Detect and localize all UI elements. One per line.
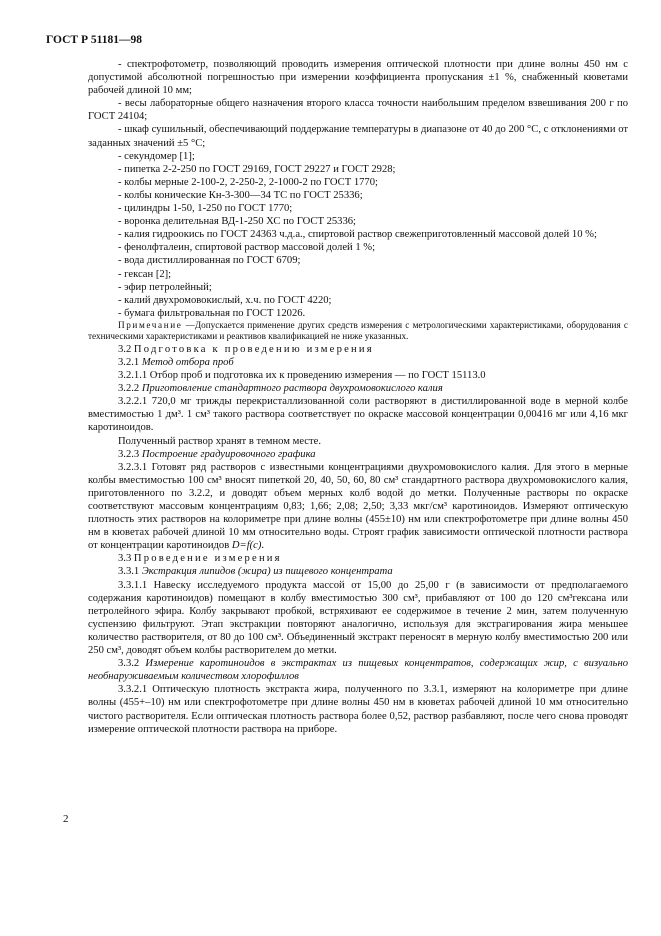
- paragraph-3-2-1-1: 3.2.1.1 Отбор проб и подготовка их к проведению измерения — по ГОСТ 15113.0: [118, 370, 486, 382]
- section-3-3-1-heading: 3.3.1 Экстракция липидов (жира) из пищевого концентрата: [118, 566, 393, 578]
- equipment-list-item: - пипетка 2-2-250 по ГОСТ 29169, ГОСТ 29227 и ГОСТ 2928;: [118, 163, 396, 175]
- section-3-3-2-heading: 3.3.2 Измерение каротиноидов в экстрактах из пищевых концентратов, содержащих жир, с визуально необнаруживаемым количеством хлорофиллов: [88, 658, 628, 683]
- equipment-list-item: - спектрофотометр, позволяющий проводить измерения оптической плотности при длине волны 450 нм с допустимой абсолютной погрешностью при измерении коэффициента пропускания ±1 %, снабженный кюветами рабочей длиной 10 мм;: [88, 59, 628, 97]
- formula: D=f(c): [231, 540, 262, 552]
- section-3-2-3-heading: 3.2.3 Построение градуировочного графика: [118, 448, 316, 460]
- page-number: 2: [63, 813, 69, 825]
- note: [88, 320, 628, 343]
- section-3-3-2-title: Измерение каротиноидов в экстрактах из пищевых концентратов, содержащих жир, с визуально необнаруживаемым количеством хлорофиллов: [88, 658, 628, 683]
- paragraph-3-2-3-1: 3.2.3.1 Готовят ряд растворов с известными концентрациями двухромовокислого калия. Для этого в мерные колбы вместимостью 100 см³ вносят пипеткой 20, 40, 50, 60, 80 см³ стандартного раствора двухромовокислого калия, приготовленного по 3.2.2, и доводят объем мерных колб водой до метки. Полученные растворы по окраске соответствуют массовым концентрациям 0,83; 1,66; 2,08; 2,50; 3,33 мкг/см³ каротиноидов. Измеряют оптическую плотность этих растворов на колориметре при длине волны (455±10) нм или спектрофотометре при длине волны 450 нм в кюветах рабочей длиной 10 мм относительно воды. Строят график зависимости оптической плотности раствора от концентрации каротиноидов D=f(c).: [88, 461, 628, 552]
- equipment-list-item: - гексан [2];: [118, 268, 172, 280]
- section-3-3-1-title: Экстракция липидов (жира) из пищевого концентрата: [141, 566, 393, 578]
- document-body: [88, 58, 628, 736]
- equipment-list-item: - калий двухромовокислый, х.ч. по ГОСТ 4220;: [118, 294, 332, 306]
- equipment-list-item: - калия гидроокись по ГОСТ 24363 ч.д.а., спиртовой раствор свежеприготовленный массовой долей 10 %;: [118, 229, 597, 241]
- paragraph-3-3-2-1: 3.3.2.1 Оптическую плотность экстракта жира, полученного по 3.3.1, измеряют на колориметре при длине волны (455+–10) нм или спектрофотометре при длине волны 450 нм в кюветах рабочей длиной 10 мм относительно чистого растворителя. Если оптическая плотность раствора более 0,52, раствор разбавляют, после чего снова проводят измерение оптической плотности раствора на приборе.: [88, 684, 628, 735]
- section-3-3-title: Проведение измерения: [133, 553, 282, 565]
- section-3-2-2-title: Приготовление стандартного раствора двухромовокислого калия: [141, 383, 443, 395]
- equipment-list-item: - фенолфталеин, спиртовой раствор массовой долей 1 %;: [118, 242, 376, 254]
- equipment-list-item: - колбы мерные 2-100-2, 2-250-2, 2-1000-2 по ГОСТ 1770;: [118, 176, 378, 188]
- paragraph-3-3-1-1: 3.3.1.1 Навеску исследуемого продукта массой от 15,00 до 25,00 г (в зависимости от предполагаемого содержания каротиноидов) помещают в колбу вместимостью 300 см³, прибавляют от 100 до 120 см³гексана или петролейного эфира. Колбу закрывают пробкой, встряхивают ее содержимое в течение 2 мин, затем полученную суспензию фильтруют. Этап экстракции повторяют аналогично, используя для экстрагирования жира меньшее количество растворителя, от 80 до 100 см³. Объединенный экстракт переносят в мерную колбу вместимостью 200 или 250 см³, доводят объем колбы растворителем до метки.: [88, 579, 628, 657]
- equipment-list-item: - воронка делительная ВД-1-250 ХС по ГОСТ 25336;: [118, 216, 357, 228]
- note-label: Примечание: [118, 319, 183, 330]
- section-3-3-heading: 3.3 Проведение измерения: [118, 553, 282, 565]
- document-header: ГОСТ Р 51181—98: [46, 34, 142, 46]
- equipment-list: [88, 58, 628, 320]
- section-3-2-1-heading: 3.2.1 Метод отбора проб: [118, 356, 234, 368]
- section-3-2-heading: 3.2 Подготовка к проведению измерения: [118, 343, 374, 355]
- equipment-list-item: - эфир петролейный;: [118, 281, 212, 293]
- section-3-2-3-title: Построение градуировочного графика: [141, 448, 316, 460]
- equipment-list-item: - бумага фильтровальная по ГОСТ 12026.: [118, 307, 306, 319]
- equipment-list-item: - весы лабораторные общего назначения второго класса точности наибольшим пределом взвешивания 200 г по ГОСТ 24104;: [88, 98, 628, 123]
- paragraph-3-2-2-1: 3.2.2.1 720,0 мг трижды перекристаллизованной соли растворяют в дистиллированной воде в мерной колбе вместимостью 1 дм³. 1 см³ такого раствора соответствует по окраске массовой концентрации 0,00416 мг или 4,16 мкг каротиноидов.: [88, 396, 628, 434]
- section-3-2-2-heading: 3.2.2 Приготовление стандартного раствора двухромовокислого калия: [118, 383, 443, 395]
- equipment-list-item: - цилиндры 1-50, 1-250 по ГОСТ 1770;: [118, 203, 293, 215]
- paragraph-stored: Полученный раствор хранят в темном месте.: [118, 435, 321, 447]
- note-text: —Допускается применение других средств измерения с метрологическими характеристиками, оборудования с техническими характеристиками и реактивов квалификацией не ниже указанных.: [88, 319, 628, 342]
- equipment-list-item: - вода дистиллированная по ГОСТ 6709;: [118, 255, 301, 267]
- equipment-list-item: - колбы конические Кн-3-300—34 ТС по ГОСТ 25336;: [118, 189, 363, 201]
- section-3-2-1-title: Метод отбора проб: [141, 356, 234, 368]
- equipment-list-item: - шкаф сушильный, обеспечивающий поддержание температуры в диапазоне от 40 до 200 °С, с отклонениями от заданных значений ±5 °С;: [88, 124, 628, 149]
- equipment-list-item: - секундомер [1];: [118, 150, 195, 162]
- section-3-2-title: Подготовка к проведению измерения: [133, 343, 374, 355]
